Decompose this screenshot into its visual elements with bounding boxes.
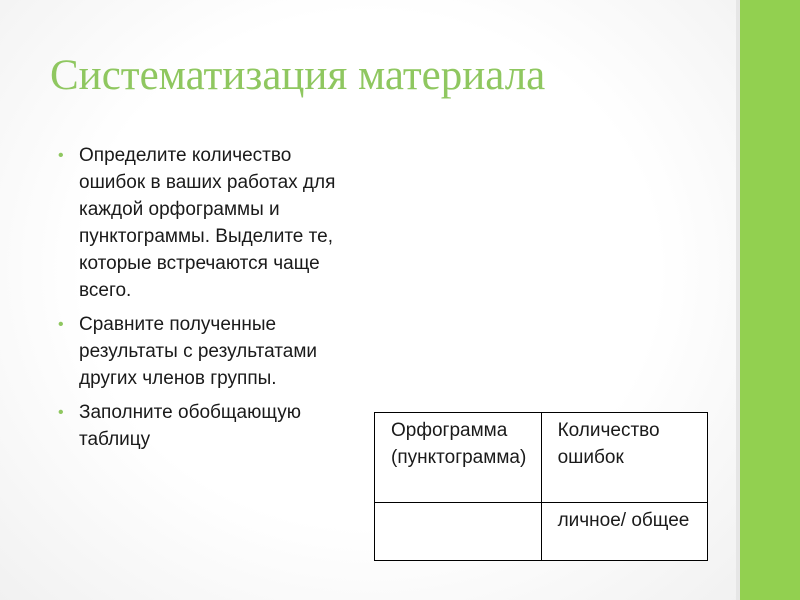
table-header-row	[375, 413, 708, 503]
slide-title: Систематизация материала	[50, 52, 546, 99]
bullet-item	[58, 311, 358, 392]
table-cell-error-count-header: Количество ошибок	[541, 413, 707, 503]
bullet-item	[58, 142, 358, 304]
summary-table	[374, 412, 708, 561]
bullet-list	[58, 142, 358, 460]
table-cell-empty	[375, 503, 542, 561]
bullet-text: Заполните обобщающую таблицу	[79, 402, 301, 450]
bullet-dot-icon: •	[58, 147, 64, 164]
table-row	[375, 503, 708, 561]
bullet-text: Определите количество ошибок в ваших работах для каждой орфограммы и пунктограммы. Выделите те, которые встречаются чаще всего.	[79, 145, 336, 301]
bullet-text: Сравните полученные результаты с результатами других членов группы.	[79, 314, 318, 389]
bullet-dot-icon: •	[58, 316, 64, 333]
table-cell-orthogram-header: Орфограмма (пунктограмма)	[375, 413, 542, 503]
decorative-sidebar	[740, 0, 800, 600]
bullet-dot-icon: •	[58, 404, 64, 421]
bullet-item	[58, 399, 358, 453]
table-cell-personal-total: личное/ общее	[541, 503, 707, 561]
